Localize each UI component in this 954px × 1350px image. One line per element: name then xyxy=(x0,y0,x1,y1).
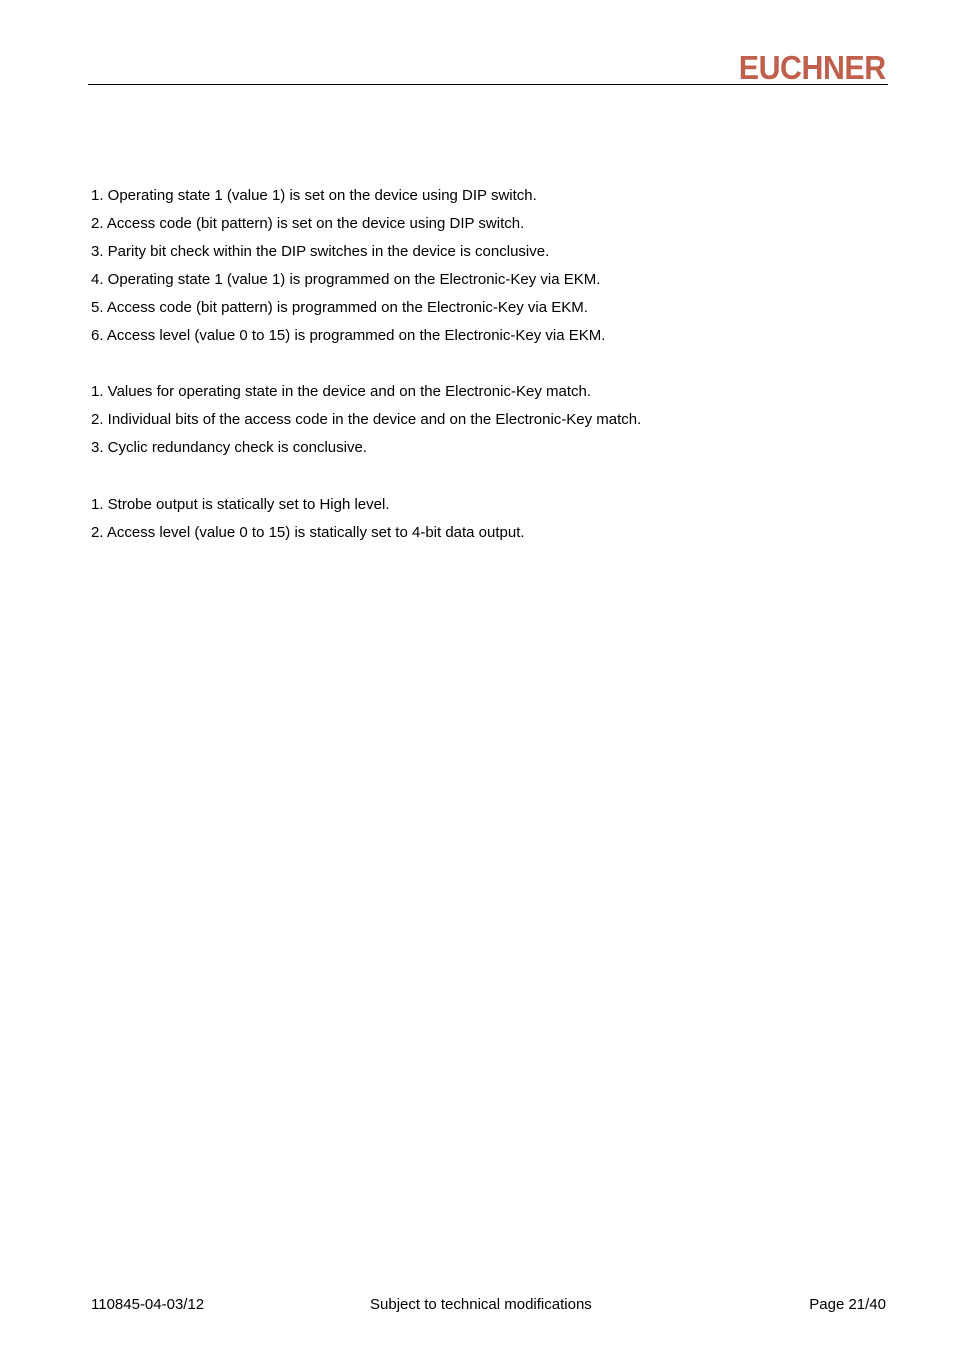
list-item: 2. Access level (value 0 to 15) is statically set to 4-bit data output. xyxy=(91,524,525,541)
list-item: 2. Access code (bit pattern) is set on the device using DIP switch. xyxy=(91,215,525,232)
list-item: 4. Operating state 1 (value 1) is programmed on the Electronic-Key via EKM. xyxy=(91,271,601,288)
list-item: 1. Operating state 1 (value 1) is set on the device using DIP switch. xyxy=(91,187,537,204)
list-item: 5. Access code (bit pattern) is programmed on the Electronic-Key via EKM. xyxy=(91,299,588,316)
euchner-logo: EUCHNER xyxy=(739,49,886,86)
list-item: 1. Strobe output is statically set to High level. xyxy=(91,496,390,513)
list-item: 3. Parity bit check within the DIP switches in the device is conclusive. xyxy=(91,243,550,260)
document-number: 110845-04-03/12 xyxy=(91,1296,205,1313)
list-item: 6. Access level (value 0 to 15) is programmed on the Electronic-Key via EKM. xyxy=(91,327,606,344)
list-item: 1. Values for operating state in the device and on the Electronic-Key match. xyxy=(91,383,592,400)
page-number: Page 21/40 xyxy=(809,1296,886,1313)
match-conditions-list xyxy=(91,378,641,462)
header-divider xyxy=(88,84,888,85)
setup-steps-list xyxy=(91,182,605,350)
output-results-list xyxy=(91,491,525,547)
modification-notice: Subject to technical modifications xyxy=(370,1296,592,1313)
list-item: 3. Cyclic redundancy check is conclusive. xyxy=(91,439,367,456)
list-item: 2. Individual bits of the access code in the device and on the Electronic-Key match. xyxy=(91,411,642,428)
